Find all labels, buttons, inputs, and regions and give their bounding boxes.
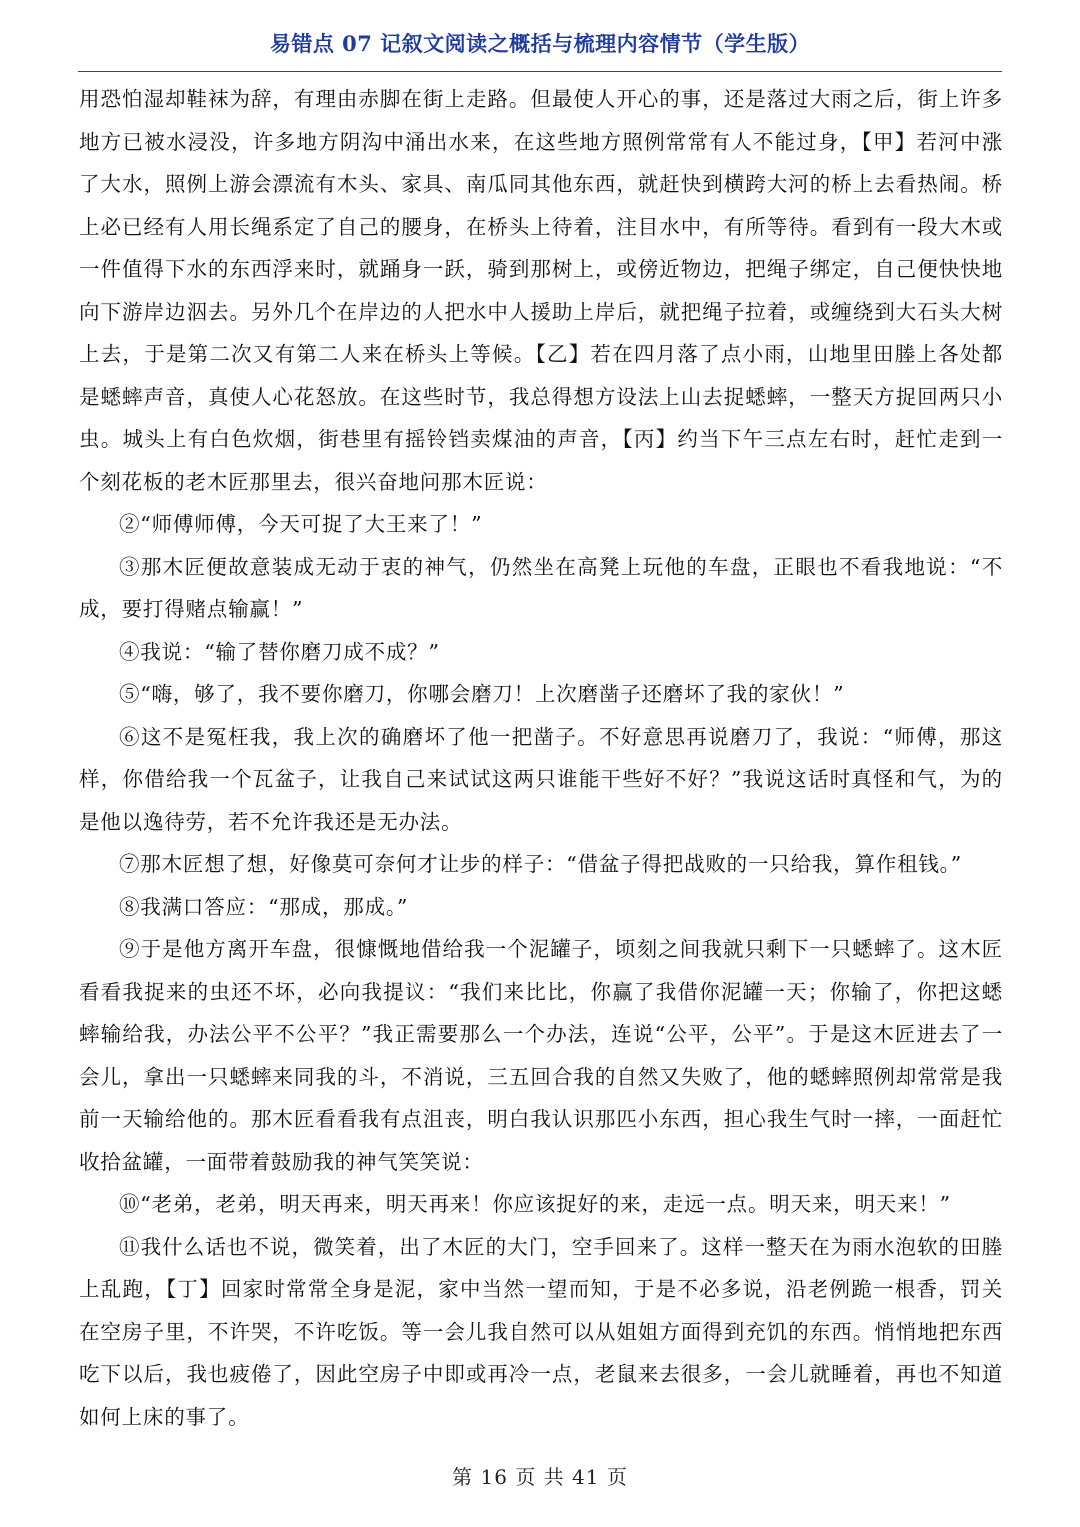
paragraph-3: ③那木匠便故意装成无动于衷的神气，仍然坐在高凳上玩他的车盘，正眼也不看我地说：“不成，要打得赌点输赢！” [79,554,1003,621]
paragraph-9: ⑨于是他方离开车盘，很慷慨地借给我一个泥罐子，顷刻之间我就只剩下一只蟋蟀了。这木匠看看我捉来的虫还不坏，必向我提议：“我们来比比，你赢了我借你泥罐一天；你输了，你把这蟋蟀输给我，办法公平不公平？”我正需要那么一个办法，连说“公平，公平”。于是这木匠进去了一会儿，拿出一只蟋蟀来同我的斗，不消说，三五回合我的自然又失败了，他的蟋蟀照例却常常是我前一天输给他的。那木匠看看我有点沮丧，明白我认识那匹小东西，担心我生气时一摔，一面赶忙收拾盆罐，一面带着鼓励我的神气笑笑说： [79,937,1003,1174]
paragraph-2: ②“师傅师傅，今天可捉了大王来了！” [119,512,483,536]
paragraph-6: ⑥这不是冤枉我，我上次的确磨坏了他一把凿子。不好意思再说磨刀了，我说：“师傅，那这样，你借给我一个瓦盆子，让我自己来试试这两只谁能干些好不好？”我说这话时真怪和气，为的是他以逸待劳，若不允许我还是无办法。 [79,724,1003,834]
page-number: 第 16 页 共 41 页 [452,1465,628,1489]
paragraph-1: 用恐怕湿却鞋袜为辞，有理由赤脚在街上走路。但最使人开心的事，还是落过大雨之后，街上许多地方已被水浸没，许多地方阴沟中涌出水来，在这些地方照例常常有人不能过身，【甲】若河中涨了大水，照例上游会漂流有木头、家具、南瓜同其他东西，就赶快到横跨大河的桥上去看热闹。桥上必已经有人用长绳系定了自己的腰身，在桥头上待着，注目水中，有所等待。看到有一段大木或一件值得下水的东西浮来时，就踊身一跃，骑到那树上，或傍近物边，把绳子绑定，自己便快快地向下游岸边泅去。另外几个在岸边的人把水中人援助上岸后，就把绳子拉着，或缠绕到大石头大树上去，于是第二次又有第二人来在桥头上等候。【乙】若在四月落了点小雨，山地里田塍上各处都是蟋蟀声音，真使人心花怒放。在这些时节，我总得想方设法上山去捉蟋蟀，一整天方捉回两只小虫。城头上有白色炊烟，街巷里有摇铃铛卖煤油的声音，【丙】约当下午三点左右时，赶忙走到一个刻花板的老木匠那里去，很兴奋地问那木匠说： [79,87,1003,494]
paragraph-10: ⑩“老弟，老弟，明天再来，明天再来！你应该捉好的来，走远一点。明天来，明天来！” [119,1192,951,1216]
paragraph-4: ④我说：“输了替你磨刀成不成？” [119,639,440,664]
paragraph-7: ⑦那木匠想了想，好像莫可奈何才让步的样子：“借盆子得把战败的一只给我，算作租钱。” [119,852,963,876]
paragraph-5: ⑤“嗨，够了，我不要你磨刀，你哪会磨刀！上次磨凿子还磨坏了我的家伙！” [119,682,845,706]
header-divider [78,71,1002,72]
page-header-title: 易错点 07 记叙文阅读之概括与梳理内容情节（学生版） [269,31,811,56]
paragraph-11: ⑪我什么话也不说，微笑着，出了木匠的大门，空手回来了。这样一整天在为雨水泡软的田塍上乱跑，【丁】回家时常常全身是泥，家中当然一望而知，于是不必多说，沿老例跪一根香，罚关在空房子里，不许哭，不许吃饭。等一会儿我自然可以从姐姐方面得到充饥的东西。悄悄地把东西吃下以后，我也疲倦了，因此空房子中即或再冷一点，老鼠来去很多，一会儿就睡着，再也不知道如何上床的事了。 [79,1234,1003,1429]
article-body [79,78,1003,1438]
paragraph-8: ⑧我满口答应：“那成，那成。” [119,894,409,919]
